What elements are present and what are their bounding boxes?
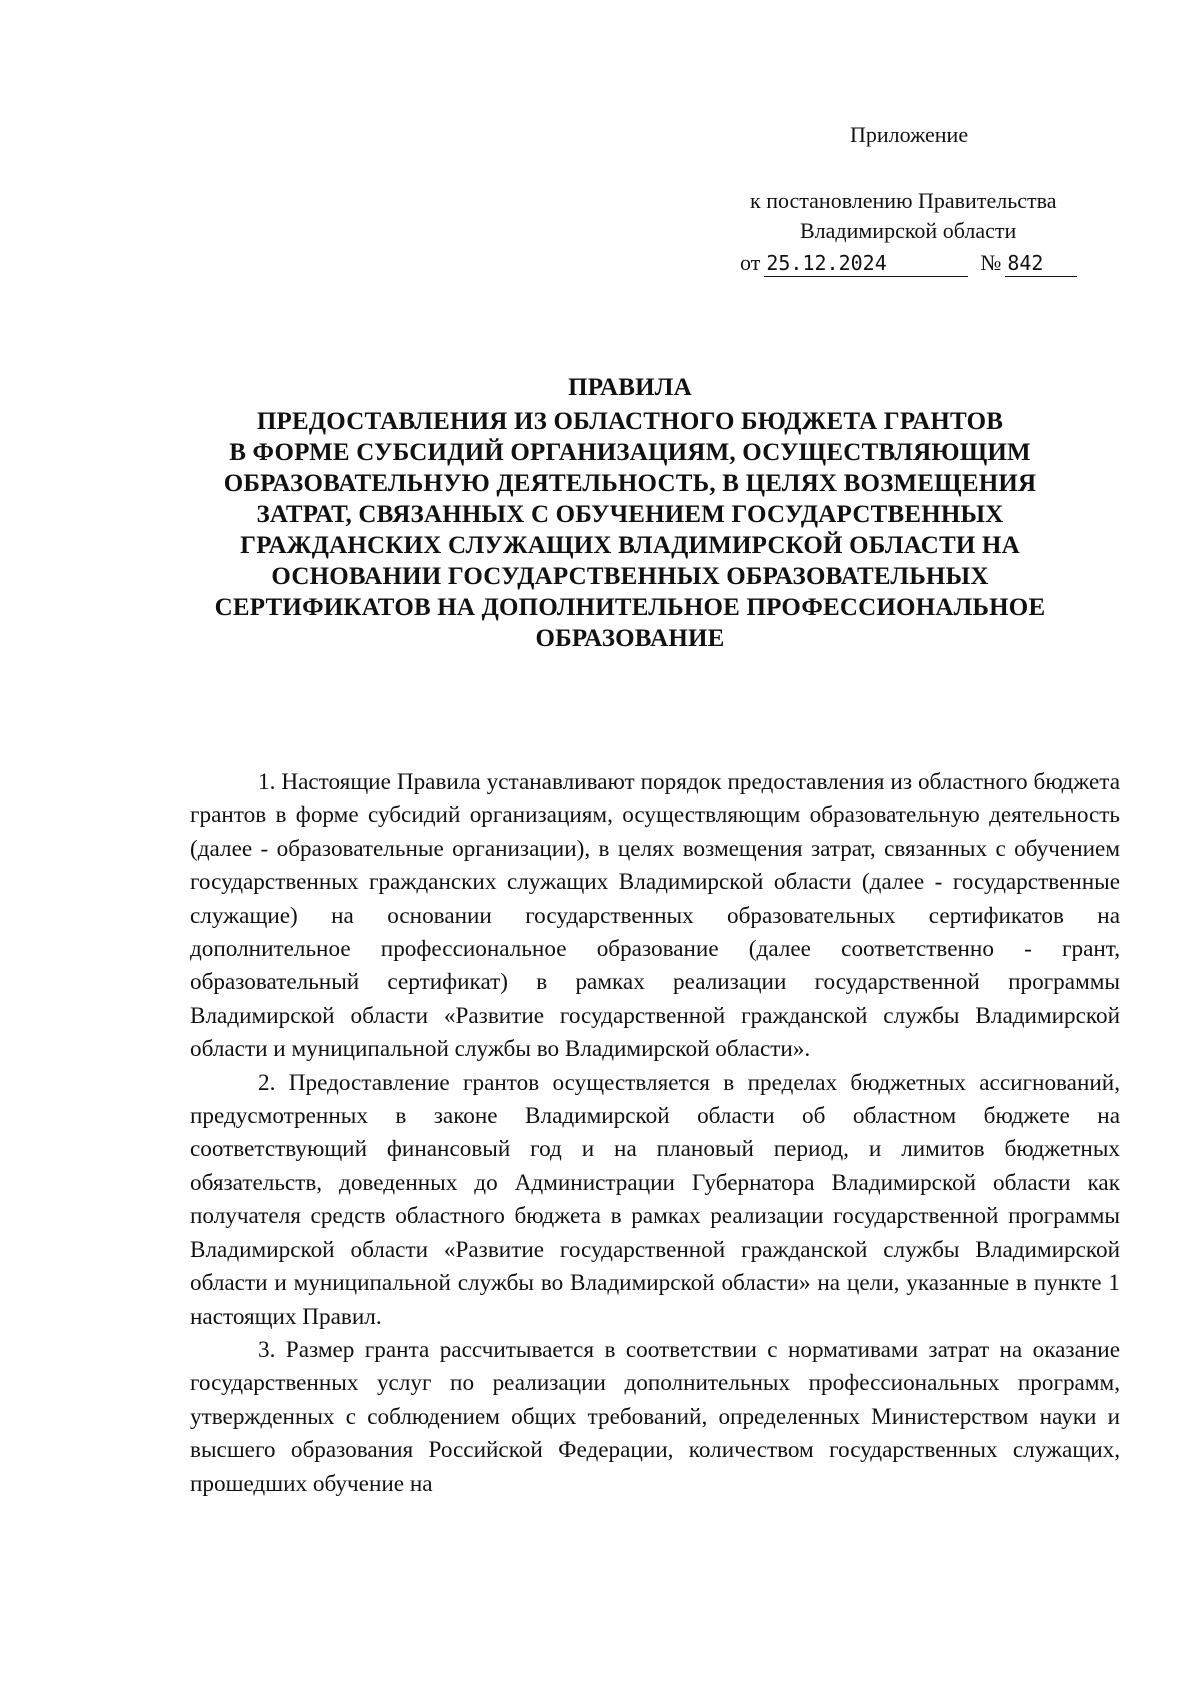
title-line: В ФОРМЕ СУБСИДИЙ ОРГАНИЗАЦИЯМ, ОСУЩЕСТВЛЯЮЩИМ — [229, 439, 1031, 466]
paragraph-1: 1. Настоящие Правила устанавливают порядок предоставления из областного бюджета грантов в форме субсидий организациям, осуществляющим образовательную деятельность (далее - образовательные организации), в целях возмещения затрат, связанных с обучением государственных гражданских служащих Владимирской области (далее - государственные служащие) на основании государственных образовательных сертификатов на дополнительное профессиональное образование (далее соответственно - грант, образовательный сертификат) в рамках реализации государственной программы Владимирской области «Развитие государственной гражданской службы Владимирской области и муниципальной службы во Владимирской области». — [190, 769, 1120, 1063]
paragraph-2: 2. Предоставление грантов осуществляется в пределах бюджетных ассигнований, предусмотренных в законе Владимирской области об областном бюджете на соответствующий финансовый год и на плановый период, и лимитов бюджетных обязательств, доведенных до Администрации Губернатора Владимирской области как получателя средств областного бюджета в рамках реализации государственной программы Владимирской области «Развитие государственной гражданской службы Владимирской области и муниципальной службы во Владимирской области» на цели, указанные в пункте 1 настоящих Правил. — [190, 1069, 1120, 1330]
title-line: ОБРАЗОВАНИЕ — [535, 625, 725, 652]
resolution-reference-line-2: Владимирской области — [800, 218, 1017, 243]
paragraph-3: 3. Размер гранта рассчитывается в соответствии с нормативами затрат на оказание государственных услуг по реализации дополнительных профессиональных программ, утвержденных с соблюдением общих требований, определенных Министерством науки и высшего образования Российской Федерации, количеством государственных служащих, прошедших обучение на — [190, 1336, 1120, 1497]
title-line: ОБРАЗОВАТЕЛЬНУЮ ДЕЯТЕЛЬНОСТЬ, В ЦЕЛЯХ ВОЗМЕЩЕНИЯ — [223, 470, 1037, 497]
document-body — [190, 766, 1120, 1501]
document-title — [150, 372, 1110, 654]
title-line: СЕРТИФИКАТОВ НА ДОПОЛНИТЕЛЬНОЕ ПРОФЕССИОНАЛЬНОЕ — [214, 594, 1046, 621]
appendix-label: Приложение — [850, 122, 969, 147]
title-line: ОСНОВАНИИ ГОСУДАРСТВЕННЫХ ОБРАЗОВАТЕЛЬНЫХ — [271, 563, 989, 590]
title-heading: ПРАВИЛА — [568, 374, 692, 401]
number-prefix: № — [980, 250, 1002, 275]
title-line: ГРАЖДАНСКИХ СЛУЖАЩИХ ВЛАДИМИРСКОЙ ОБЛАСТИ НА — [240, 532, 1020, 559]
date-prefix: от — [740, 250, 761, 275]
resolution-date: 25.12.2024 — [764, 250, 968, 277]
title-line: ПРЕДОСТАВЛЕНИЯ ИЗ ОБЛАСТНОГО БЮДЖЕТА ГРАНТОВ — [256, 408, 1004, 435]
resolution-date-number-line — [740, 248, 1077, 278]
title-line: ЗАТРАТ, СВЯЗАННЫХ С ОБУЧЕНИЕМ ГОСУДАРСТВЕННЫХ — [256, 501, 1004, 528]
resolution-number: 842 — [1005, 250, 1077, 277]
resolution-reference-line-1: к постановлению Правительства — [750, 188, 1057, 213]
